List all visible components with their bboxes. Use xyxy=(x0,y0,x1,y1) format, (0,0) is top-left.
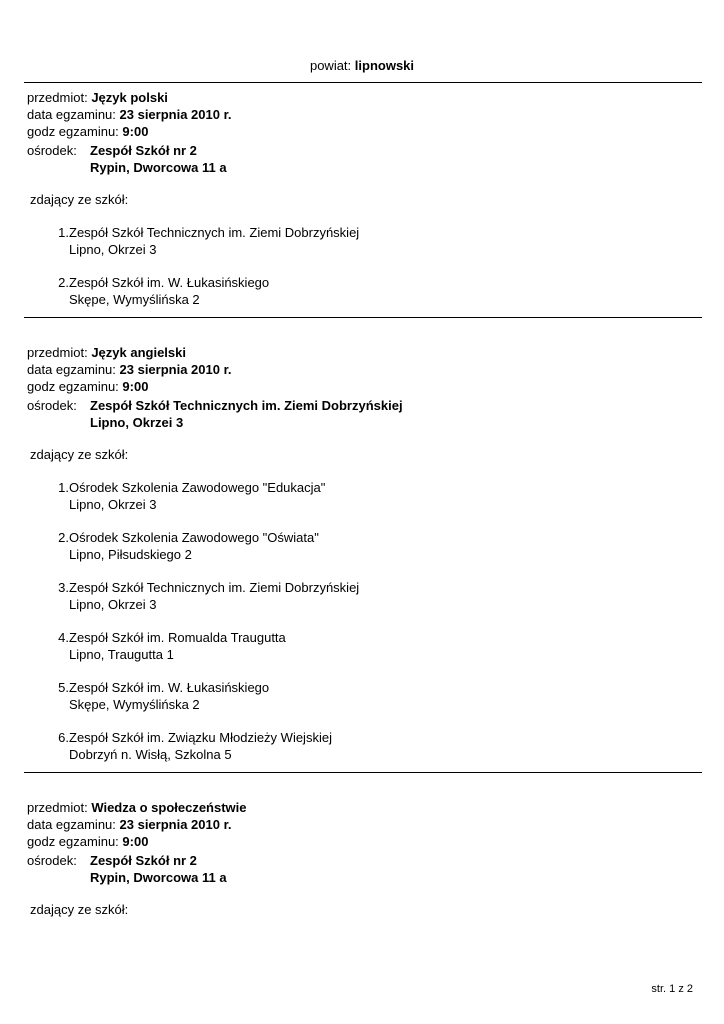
center-name: Zespół Szkół nr 2 xyxy=(90,853,197,868)
date-value: 23 sierpnia 2010 r. xyxy=(119,817,232,832)
center-block xyxy=(27,142,697,176)
subject-value: Język polski xyxy=(91,90,168,105)
item-number: 4. xyxy=(58,630,69,645)
list-item xyxy=(27,479,697,513)
item-text xyxy=(69,224,359,258)
exam-section-3 xyxy=(27,799,697,918)
date-value: 23 sierpnia 2010 r. xyxy=(119,362,232,377)
subject-line xyxy=(27,89,697,106)
school-name: Zespół Szkół im. W. Łukasińskiego xyxy=(69,680,270,695)
list-item xyxy=(27,579,697,613)
school-name: Ośrodek Szkolenia Zawodowego "Oświata" xyxy=(69,530,319,545)
list-item xyxy=(27,274,697,308)
time-label: godz egzaminu: xyxy=(27,834,123,849)
time-value: 9:00 xyxy=(122,834,149,849)
time-line xyxy=(27,123,697,140)
time-line xyxy=(27,378,697,395)
school-name: Zespół Szkół im. Romualda Traugutta xyxy=(69,630,286,645)
list-item xyxy=(27,729,697,763)
center-name: Zespół Szkół Technicznych im. Ziemi Dobrzyńskiej xyxy=(90,398,403,413)
item-number: 3. xyxy=(58,580,69,595)
school-address: Lipno, Okrzei 3 xyxy=(69,497,157,512)
center-label: ośrodek: xyxy=(27,143,77,158)
list-item xyxy=(27,224,697,258)
center-label: ośrodek: xyxy=(27,853,77,868)
item-text xyxy=(69,579,359,613)
center-block xyxy=(27,852,697,886)
exam-section-1 xyxy=(27,89,697,324)
powiat-value: lipnowski xyxy=(354,58,415,73)
subject-line xyxy=(27,799,697,816)
item-text xyxy=(69,679,269,713)
list-item xyxy=(27,529,697,563)
time-label: godz egzaminu: xyxy=(27,379,123,394)
list-item xyxy=(27,629,697,663)
item-number: 1. xyxy=(58,225,69,240)
subject-value: Wiedza o społeczeństwie xyxy=(91,800,247,815)
subject-value: Język angielski xyxy=(91,345,186,360)
page-header xyxy=(0,58,724,73)
date-label: data egzaminu: xyxy=(27,107,120,122)
school-address: Skępe, Wymyślińska 2 xyxy=(69,697,200,712)
item-text xyxy=(69,629,286,663)
divider xyxy=(24,772,702,773)
center-address: Rypin, Dworcowa 11 a xyxy=(90,870,227,885)
subject-label: przedmiot: xyxy=(27,90,92,105)
schools-heading: zdający ze szkół: xyxy=(30,902,129,917)
subject-label: przedmiot: xyxy=(27,345,92,360)
item-number: 6. xyxy=(58,730,69,745)
center-address: Rypin, Dworcowa 11 a xyxy=(90,160,227,175)
list-item xyxy=(27,679,697,713)
divider xyxy=(24,82,702,83)
schools-heading: zdający ze szkół: xyxy=(30,192,129,207)
exam-section-2 xyxy=(27,344,697,779)
page-number: str. 1 z 2 xyxy=(651,983,693,995)
time-value: 9:00 xyxy=(122,124,149,139)
item-number: 2. xyxy=(58,530,69,545)
schools-list xyxy=(27,224,697,308)
item-number: 5. xyxy=(58,680,69,695)
time-value: 9:00 xyxy=(122,379,149,394)
center-value xyxy=(90,397,403,431)
center-value xyxy=(90,852,227,886)
schools-list xyxy=(27,479,697,763)
school-name: Zespół Szkół im. Związku Młodzieży Wiejskiej xyxy=(69,730,332,745)
date-value: 23 sierpnia 2010 r. xyxy=(119,107,232,122)
time-line xyxy=(27,833,697,850)
date-label: data egzaminu: xyxy=(27,817,120,832)
subject-line xyxy=(27,344,697,361)
center-label: ośrodek: xyxy=(27,398,77,413)
item-text xyxy=(69,479,325,513)
subject-label: przedmiot: xyxy=(27,800,92,815)
date-label: data egzaminu: xyxy=(27,362,120,377)
school-name: Zespół Szkół Technicznych im. Ziemi Dobrzyńskiej xyxy=(69,225,360,240)
date-line xyxy=(27,106,697,123)
school-address: Lipno, Okrzei 3 xyxy=(69,597,157,612)
item-text xyxy=(69,529,319,563)
school-name: Ośrodek Szkolenia Zawodowego "Edukacja" xyxy=(69,480,326,495)
school-name: Zespół Szkół Technicznych im. Ziemi Dobrzyńskiej xyxy=(69,580,360,595)
center-address: Lipno, Okrzei 3 xyxy=(90,415,184,430)
item-number: 1. xyxy=(58,480,69,495)
school-address: Dobrzyń n. Wisłą, Szkolna 5 xyxy=(69,747,232,762)
school-address: Lipno, Traugutta 1 xyxy=(69,647,174,662)
date-line xyxy=(27,361,697,378)
date-line xyxy=(27,816,697,833)
powiat-label: powiat: xyxy=(309,58,355,73)
center-name: Zespół Szkół nr 2 xyxy=(90,143,197,158)
center-block xyxy=(27,397,697,431)
time-label: godz egzaminu: xyxy=(27,124,123,139)
schools-heading: zdający ze szkół: xyxy=(30,447,129,462)
school-address: Lipno, Piłsudskiego 2 xyxy=(69,547,192,562)
item-text xyxy=(69,274,269,308)
school-address: Lipno, Okrzei 3 xyxy=(69,242,157,257)
item-number: 2. xyxy=(58,275,69,290)
school-name: Zespół Szkół im. W. Łukasińskiego xyxy=(69,275,270,290)
item-text xyxy=(69,729,332,763)
divider xyxy=(24,317,702,318)
center-value xyxy=(90,142,227,176)
school-address: Skępe, Wymyślińska 2 xyxy=(69,292,200,307)
